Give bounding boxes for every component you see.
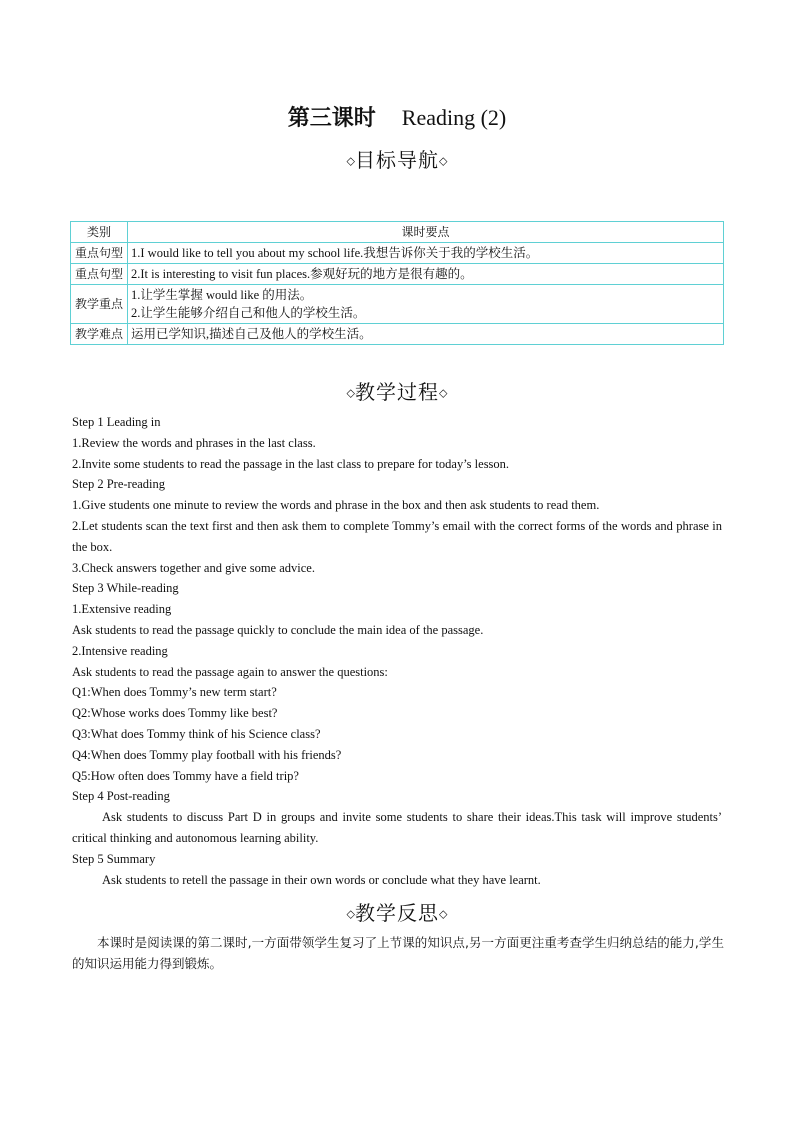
table-row [71, 285, 724, 324]
section-heading-goals-text: 目标导航 [355, 148, 439, 172]
process-line: Ask students to read the passage quickly to conclude the main idea of the passage. [72, 622, 484, 637]
step-heading: Step 1 Leading in [72, 415, 161, 429]
reflection-paragraph: 本课时是阅读课的第二课时,一方面带领学生复习了上节课的知识点,另一方面更注重考查学生归纳总结的能力,学生的知识运用能力得到锻炼。 [72, 935, 724, 971]
section-heading-process [0, 378, 794, 408]
step-heading: Step 3 While-reading [72, 581, 179, 596]
diamond-icon: ◇ [346, 907, 355, 921]
process-line: 2.Let students scan the text first and then ask them to complete Tommy’s email with the correct forms of the words and phrase in the box. [72, 518, 722, 554]
diamond-icon: ◇ [346, 386, 355, 400]
question-line: Q5:How often does Tommy have a field trip? [72, 768, 299, 783]
table-row-point: 2.It is interesting to visit fun places.参观好玩的地方是很有趣的。 [128, 264, 724, 285]
lesson-title-cn: 第三课时 [287, 106, 376, 131]
table-row [71, 243, 724, 264]
table-row-point-line: 1.让学生掌握 would like 的用法。 [131, 288, 313, 302]
process-paragraph: Ask students to retell the passage in their own words or conclude what they have learnt. [102, 872, 541, 887]
diamond-icon: ◇ [439, 386, 448, 400]
section-heading-reflection [0, 899, 794, 929]
table-row-point-line: 2.让学生能够介绍自己和他人的学校生活。 [131, 306, 366, 320]
section-heading-process-text: 教学过程 [355, 380, 439, 404]
table-row-category: 重点句型 [71, 243, 128, 264]
teaching-process [72, 412, 722, 890]
process-line: 3.Check answers together and give some advice. [72, 560, 315, 575]
diamond-icon: ◇ [346, 154, 355, 168]
table-header-points: 课时要点 [128, 222, 724, 243]
diamond-icon: ◇ [439, 154, 448, 168]
process-line: 1.Extensive reading [72, 602, 172, 617]
section-heading-goals [0, 146, 794, 176]
question-line: Q2:Whose works does Tommy like best? [72, 706, 278, 721]
question-line: Q1:When does Tommy’s new term start? [72, 685, 277, 700]
process-line: 2.Invite some students to read the passage in the last class to prepare for today’s lesson. [72, 456, 510, 471]
lesson-title-en: Reading (2) [401, 105, 507, 130]
step-heading: Step 2 Pre-reading [72, 477, 166, 492]
lesson-title [0, 103, 794, 134]
table-row [71, 264, 724, 285]
table-header-row [71, 222, 724, 243]
table-row-point: 运用已学知识,描述自己及他人的学校生活。 [128, 324, 724, 345]
process-paragraph: Ask students to discuss Part D in groups and invite some students to share their ideas.This task will improve students’ critical thinking and autonomous learning ability. [72, 810, 722, 845]
table-header-category: 类别 [71, 222, 128, 243]
process-line: Ask students to read the passage again to answer the questions: [72, 664, 388, 679]
process-line: 2.Intensive reading [72, 643, 168, 658]
key-points-table [70, 221, 724, 345]
table-row-point: 1.I would like to tell you about my school life.我想告诉你关于我的学校生活。 [128, 243, 724, 264]
question-line: Q3:What does Tommy think of his Science class? [72, 726, 321, 741]
section-heading-reflection-text: 教学反思 [355, 901, 439, 925]
diamond-icon: ◇ [439, 907, 448, 921]
step-heading: Step 5 Summary [72, 851, 156, 866]
question-line: Q4:When does Tommy play football with his friends? [72, 747, 342, 762]
process-line: 1.Review the words and phrases in the last class. [72, 435, 316, 450]
table-row-category: 教学难点 [71, 324, 128, 345]
table-row-category: 教学重点 [71, 285, 128, 324]
step-heading: Step 4 Post-reading [72, 789, 170, 804]
table-row [71, 324, 724, 345]
table-row-point [128, 285, 724, 324]
table-row-category: 重点句型 [71, 264, 128, 285]
process-line: 1.Give students one minute to review the words and phrase in the box and then ask students to read them. [72, 498, 600, 513]
